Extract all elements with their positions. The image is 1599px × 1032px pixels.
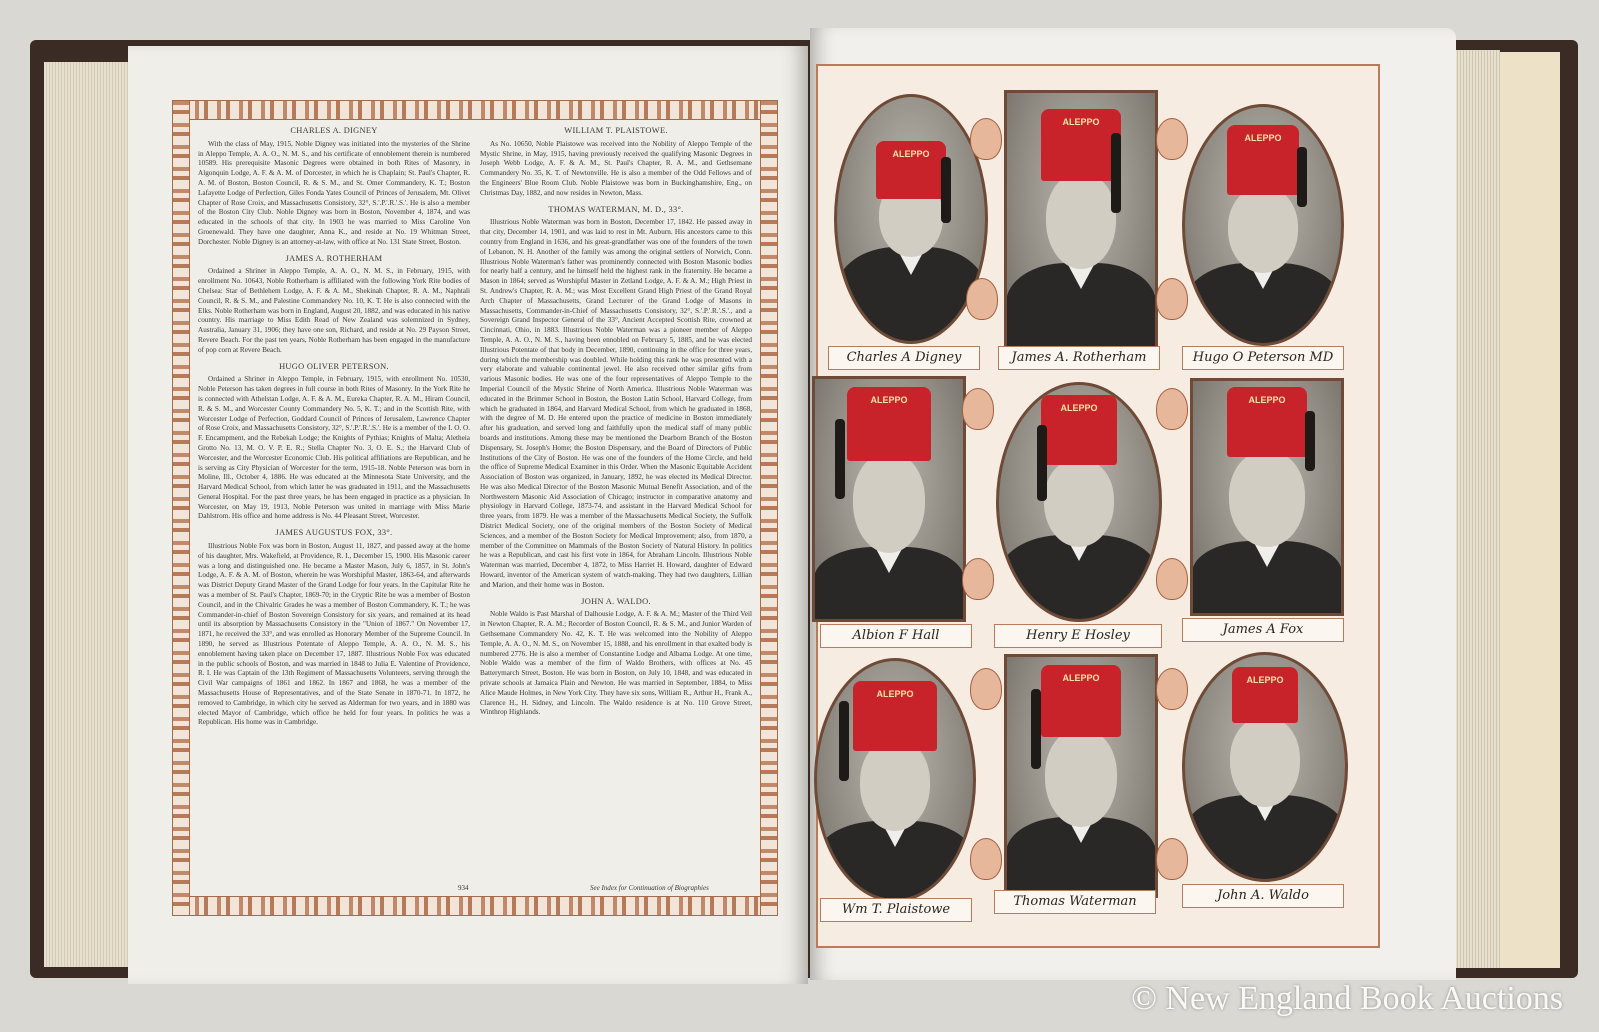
fez-label: ALEPPO xyxy=(1062,117,1100,127)
text-column-2 xyxy=(480,120,752,724)
left-page xyxy=(128,46,808,984)
bio-heading: WILLIAM T. PLAISTOWE. xyxy=(564,126,668,135)
face xyxy=(1044,459,1114,547)
fez xyxy=(876,141,946,199)
face xyxy=(1230,717,1300,807)
signature-peterson: Hugo O Peterson MD xyxy=(1182,346,1344,370)
fez xyxy=(853,681,937,751)
bio-text: Ordained a Shriner in Aleppo Temple, A. A. O., N. M. S., in February, 1915, with enrollment No. 10643, Noble Rotherham is affiliated with the following York Rite bodies of Chelsea: Star of Bethlehem Lodge, A. F. & A. M., Shekinah Chapter, R. A. M., Naphtali Council, R. & S. M., and Palestine Commandery No. 10, K. T. He is also connected with the Elks. Noble Rotherham was born in England, August 20, 1882, and was educated in his native country. His marriage to Miss Edith Read of New Zealand was solemnized in Sydney, Australia, January 31, 1906; they have one son, Richard, and reside at No. 29 Payson Street, Revere Beach. For the past ten years, Noble Rotherham has been engaged in the manufacture of pop corn at Revere Beach. xyxy=(198,267,470,354)
bio-heading: JAMES A. ROTHERHAM xyxy=(285,253,383,263)
fez-label: ALEPPO xyxy=(1244,133,1282,143)
watermark: © New England Book Auctions xyxy=(1131,980,1563,1017)
fez-label: ALEPPO xyxy=(1246,675,1284,685)
fez xyxy=(1041,109,1121,181)
face xyxy=(1045,729,1117,827)
bio-text: Illustrious Noble Waterman was born in Boston, December 17, 1842. He passed away in that city, December 14, 1901, and was laid to rest in Mt. Auburn. His ancestors came to this country from England in 1636, and his great-grandfather was one of the founders of the town of Lebanon, N. H. Another of the family was among the original settlers of Norwich, Conn. Illustrious Noble Waterman's father was prominently connected with Boston Masonic bodies for nearly half a century, and he himself held the highest rank in the fraternity. He became a Mason in 1864; served as Worshipful Master in Zetland Lodge, A. F. & A. M.; High Priest in St. Andrew's Chapter, R. A. M.; was Most Excellent Grand High Priest of the Grand Royal Arch Chapter of Massachusetts, Grand Lecturer of the Grand Lodge of Masons in Massachusetts, Commander-in-Chief of Massachusetts Consistory, 32°, S.'.P.'.R.'.S.'., and a Sovereign Grand Inspector General of the 33°, Ancient Accepted Scottish Rite, crowned at Cincinnati, Ohio, in 1883. Illustrious Noble Waterman was a pioneer member of Aleppo Temple, A. A. O., N. M. S., having been ennobled on February 5, 1885, and he was elected Illustrious Potentate of that body in December, 1890, continuing in the office for three years, during which the membership was doubled. While holding this rank he was presented with a very elaborate and valuable continental jewel. He also received other similar gifts from various Masonic bodies. He was one of the four representatives of Aleppo Temple to the Imperial Council of the Mystic Shrine of North America. Illustrious Noble Waterman was educated in the Brimmer School in Boston, the Boston Latin School, Harvard College, from which he graduated in 1864, and Harvard Medical School, from which he graduated in 1868, with the degree of M. D. He entered upon the practice of medicine in Boston immediately after his graduation, and served long and faithfully upon the medical staff of many public boards and institutions. Among these may be mentioned the Dearborn Branch of the Boston Dispensary, St. Joseph's Home; the Boston Dispensary, and the Board of Directors of Public Institutions of the City of Boston. He was one of the founders of the Home Circle, and held the office of Supreme Medical Examiner in this Order. When the Masonic Equitable Accident Association of Boston was organized, in January, 1892, he was elected its Medical Director. He was also Medical Director of the Boston Masonic Mutual Benefit Association, and of the Northwestern Masonic Aid Association of Chicago; instructor in comparative anatomy and physiology in Harvard College, 1873-74, and assistant in the Harvard Medical School for three years, from 1879. He was a member of the Massachusetts Medical Society, the Suffolk District Medical Society, one of the original members of the Boston Society of Medical Sciences, and a member of the Boston Society for Medical Improvement; also, from 1870, a member of the Committee on Mammals of the Boston Society of Natural History. In politics he was a Republican, and cast his first vote in 1864, for Abraham Lincoln. Illustrious Noble Waterman was married, December 4, 1872, to Miss Harriet H. Howard, daughter of Edward Howard, inventor of the American system of watch-making. They had two daughters, Lillian and Marion, and their home was in Boston. xyxy=(480,218,752,589)
ornamental-border-left xyxy=(172,100,190,916)
portrait-fox xyxy=(1190,378,1344,616)
portrait-waldo xyxy=(1182,652,1348,882)
fez xyxy=(1227,387,1307,457)
bio-heading: JOHN A. WALDO. xyxy=(581,596,651,606)
portrait-rotherham xyxy=(1004,90,1158,350)
fez xyxy=(847,387,931,461)
page-edges-right xyxy=(1452,50,1500,968)
portrait-hall xyxy=(812,376,966,622)
tassel xyxy=(1305,411,1315,471)
face xyxy=(853,453,925,553)
page-edges-left xyxy=(44,62,132,967)
ornamental-border-top xyxy=(172,100,778,120)
bio-text: With the class of May, 1915, Noble Digney was initiated into the mysteries of the Shrine in Aleppo Temple, A. A. O., N. M. S., and his certificate of ennoblement therein is numbered 10589. His prerequisite Masonic Degrees were obtained in both Rites of Masonry, in Algonquin Lodge, A. F. & A. M. of Dorcester, in which he is Chaplain; St. Paul's Chapter, R. A. M. of Boston, Boston Council, R. & S. M., and St. Omer Commandery, K. T.; Boston Lafayette Lodge of Perfection, Giles Fonda Yates Council of Princes of Jerusalem, Mt. Olivet Chapter of Rose Croix, and Massachusetts Consistory, 32°, S.'.P.'.R.'.S.'. He is also a member of the Boston City Club. Noble Digney was born in Boston, November 4, 1874, and was educated in the schools of that city. In 1903 he was married to Miss Caroline Von Groenewald. They have one daughter, Anna K., and reside at No. 19 Whitman Street, Dorchester. Noble Digney is an attorney-at-law, with office at No. 131 State Street, Boston. xyxy=(198,139,470,246)
face xyxy=(860,739,930,831)
fez-label: ALEPPO xyxy=(870,395,908,405)
fez xyxy=(1041,395,1117,465)
fez-label: ALEPPO xyxy=(1248,395,1286,405)
tassel xyxy=(1031,689,1041,769)
bio-heading: HUGO OLIVER PETERSON. xyxy=(279,361,389,371)
crescent-emblem-icon xyxy=(1156,838,1188,880)
bio-text: Illustrious Noble Fox was born in Boston, August 11, 1827, and passed away at the home of his daughter, Mrs. Wakefield, at Providence, R. I., December 15, 1900. His Masonic career was a long and distinguished one. He became a Master Mason, July 6, 1857, in St. John's Lodge, A. F. & A. M. of Boston, wherein he was Worshipful Master, 1863-64, and afterwards was District Deputy Grand Master of the Grand Lodge for four years. In the Capitular Rite he was a member of St. Paul's Chapter, 1869-70; in the Cryptic Rite he was a member of Boston Council, and in the Chivalric Grades he was a member of Boston Commandery, K. T.; he was Commander-in-chief of Boston Sovereign Consistory for six years, and remained at its head until its absorption by Massachusetts Consistory in the "Union of 1867." On November 17, 1871, he received the 33°, and was enrolled as Honorary Member of the Supreme Council. In 1890, he served as Illustrious Potentate of Aleppo Temple, A. A. O., N. M. S., his ennoblement having taken place on December 17, 1887. Illustrious Noble Fox was educated in the public schools of Boston, and was married in 1848 to Julia E. Valentine of Providence, R. I. He was Captain of the 13th Regiment of Massachusetts Volunteers, serving through the Civil War campaigns of 1861 and 1862. In 1867 and 1868, he was a member of the Massachusetts House of Representatives, and of the State Senate in 1870-71. In 1872, he removed to Cambridge, in which city he served as Alderman for two years, and in 1880 was elected Mayor of Cambridge, which office he held for four years. In politics he was a Republican. His home was in Cambridge. xyxy=(198,542,470,727)
tassel xyxy=(1297,147,1307,207)
pyramids-emblem-icon xyxy=(970,668,1002,710)
signature-waterman: Thomas Waterman xyxy=(994,890,1156,914)
tassel xyxy=(1111,133,1121,213)
face xyxy=(1229,451,1305,547)
pyramid-emblem-icon xyxy=(1156,278,1188,320)
camel-rider-emblem-icon xyxy=(1156,558,1188,600)
fez-label: ALEPPO xyxy=(1062,673,1100,683)
signature-plaistowe: Wm T. Plaistowe xyxy=(820,898,972,922)
bio-text: Noble Waldo is Past Marshal of Dalhousie Lodge, A. F. & A. M.; Master of the Third Veil in Newton Chapter, R. A. M.; Recorder of Boston Council, R. & S. M., and Junior Warden of Gethsemane Commandery No. 42, K. T. He was welcomed into the Nobility of Aleppo Temple, A. A. O., N. M. S., on November 15, 1888, and his enrollment in that exalted body is numbered 2776. He is also a member of Constantine Lodge and Albama Lodge. At one time, Noble Waldo was a member of the firm of Waldo Brothers, with offices at No. 45 Batterymarch Street, Boston. He was born in Boston, on July 10, 1848, and was educated in private schools at Jamaica Plain and Newton. He was married in September, 1884, to Miss Alice Maude Holmes, in New York City. They have six sons, William R., Arthur H., Frank A., Clarence H., H. Sidney, and Lincoln. The Waldo residence is at No. 110 Grove Street, Winthrop Highlands. xyxy=(480,610,752,717)
signature-hosley: Henry E Hosley xyxy=(994,624,1162,648)
bio-text: Ordained a Shriner in Aleppo Temple, in February, 1915, with enrollment No. 10530, Noble Peterson has taken degrees in full course in both Rites of Masonry. In the York Rite he is connected with Athelstan Lodge, A. F. & A. M., Eureka Chapter, R. A. M., Hiram Council, R. & S. M., and Worcester County Commandery No. 5, K. T.; and in the Scottish Rite, with Worcester Lodge of Perfection, Goddard Council of Princes of Jerusalem, Lawrence Chapter of Rose Croix, and Massachusetts Consistory, 32°, S.'.P.'.R.'.S.'. He is a member of the I. O. O. F. Encampment, and the Rebekah Lodge; the Knights of Pythias; Knights of Malta; Aletheia Grotto No. 13, M. O. V. P. E. R.; Stella Chapter No. 3, O. E. S.; the Harvard Club of Worcester, and the Worcester Economic Club. His political affiliations are Republican, and he is serving as City Physician of Worcester for the term, 1915-18. Noble Peterson was born in Moline, Ill., October 4, 1886. He was educated at the Minnesota State University, and the Harvard Medical School, from which latter he was graduated in 1911, and the Massachusetts General Hospital. For the past three years, he has been engaged in practice as a physician. In Worcester, on May 19, 1913, Noble Peterson was united in marriage with Miss Marie Dahlstrom. His office and home address is No. 44 Pleasant Street, Worcester. xyxy=(198,375,470,521)
urn-emblem-icon xyxy=(1156,388,1188,430)
right-page xyxy=(810,28,1456,980)
bio-heading: CHARLES A. DIGNEY xyxy=(290,126,378,135)
fez-label: ALEPPO xyxy=(892,149,930,159)
signature-hall: Albion F Hall xyxy=(820,624,972,648)
ornamental-border-bottom xyxy=(172,896,778,916)
temple-emblem-icon xyxy=(1156,668,1188,710)
face xyxy=(1228,187,1298,273)
signature-digney: Charles A Digney xyxy=(828,346,980,370)
tassel xyxy=(835,419,845,499)
palm-emblem-icon xyxy=(962,558,994,600)
portrait-digney xyxy=(834,94,988,344)
camel-emblem-icon xyxy=(966,278,998,320)
tassel xyxy=(941,157,951,223)
page-number: 934 xyxy=(458,884,469,892)
bio-text: As No. 10650, Noble Plaistowe was received into the Nobility of Aleppo Temple of the Mystic Shrine, in May, 1915, having previously received the qualifying Masonic Degrees in Joseph Webb Lodge, A. F. & A. M., St. Paul's Chapter, R. A. M., and Gethsemane Commandery No. 35, K. T. of Newtonville. He is also a member of the Odd Fellows and of the Engineers' Blue Room Club. Noble Plaistowe was born in Buckinghamshire, Eng., on Christmas Day, 1882, and now resides in Newton, Mass. xyxy=(480,139,752,197)
footer-note: See Index for Continuation of Biographies xyxy=(590,884,709,892)
portrait-hosley xyxy=(996,382,1162,622)
endpaper xyxy=(1500,52,1560,968)
egyptian-emblem-icon xyxy=(970,118,1002,160)
signature-waldo: John A. Waldo xyxy=(1182,884,1344,908)
tassel xyxy=(1037,425,1047,501)
signature-rotherham: James A. Rotherham xyxy=(998,346,1160,370)
fez xyxy=(1227,125,1299,195)
fez-label: ALEPPO xyxy=(1060,403,1098,413)
ornamental-border-right xyxy=(760,100,778,916)
fez xyxy=(1232,667,1298,723)
sphinx-emblem-icon xyxy=(1156,118,1188,160)
portrait-waterman xyxy=(1004,654,1158,898)
text-column-1 xyxy=(198,120,470,734)
fez xyxy=(1041,665,1121,737)
fez-label: ALEPPO xyxy=(876,689,914,699)
signature-fox: James A Fox xyxy=(1182,618,1344,642)
portrait-plaistowe xyxy=(814,658,976,902)
bio-heading: THOMAS WATERMAN, M. D., 33°. xyxy=(548,204,684,214)
face xyxy=(1046,173,1116,269)
mosque-emblem-icon xyxy=(970,838,1002,880)
tassel xyxy=(839,701,849,781)
portrait-peterson xyxy=(1182,104,1344,346)
bio-heading: JAMES AUGUSTUS FOX, 33°. xyxy=(275,528,393,538)
lamp-emblem-icon xyxy=(962,388,994,430)
